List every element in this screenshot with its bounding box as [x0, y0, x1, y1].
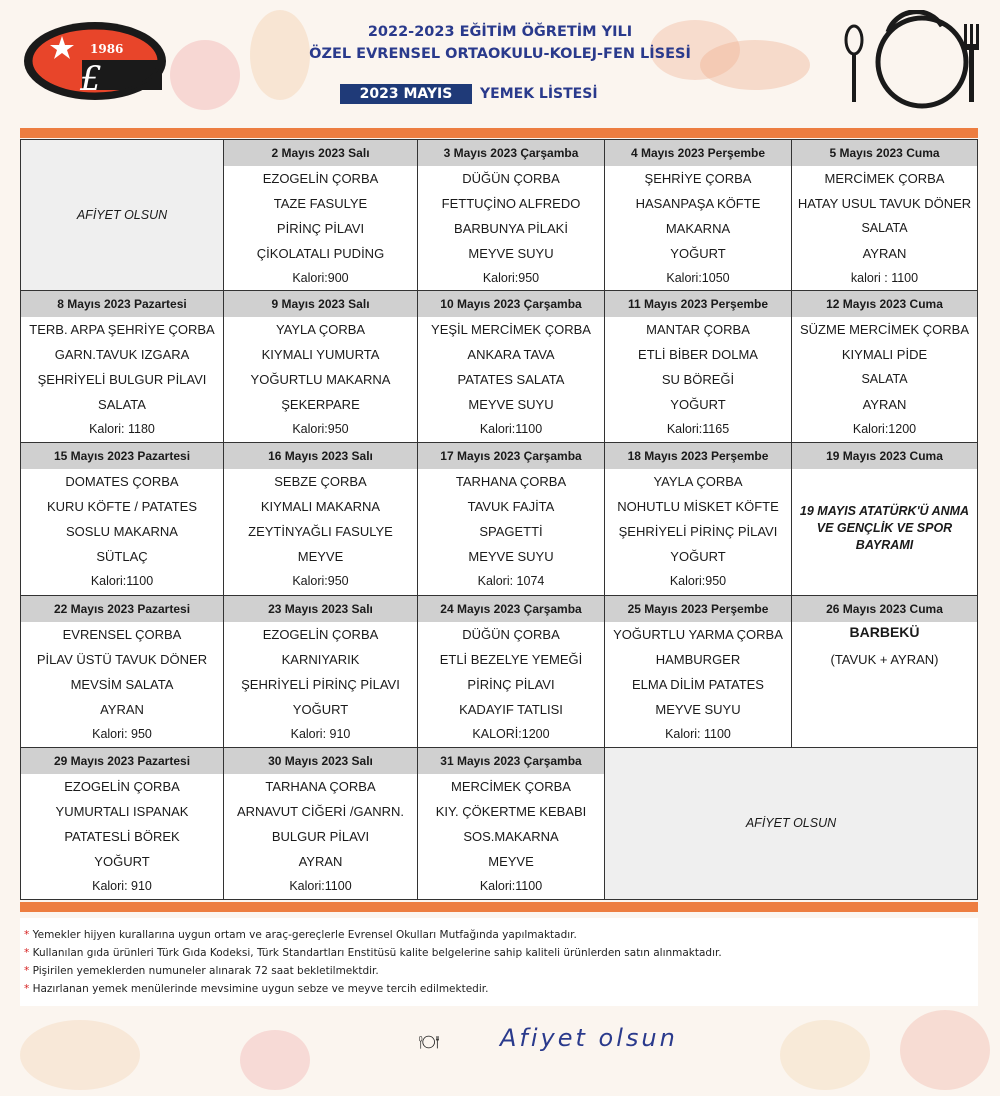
- afiyet-cell: [605, 748, 978, 900]
- asterisk-icon: *: [24, 983, 30, 995]
- afiyet-label: AFİYET OLSUN: [745, 816, 837, 831]
- day-header: 8 Mayıs 2023 Pazartesi: [21, 291, 223, 317]
- menu-item: SPAGETTİ: [479, 524, 543, 540]
- calorie-label: Kalori:1100: [289, 878, 352, 893]
- menu-item: TARHANA ÇORBA: [265, 778, 376, 794]
- afiyet-label: AFİYET OLSUN: [76, 208, 168, 223]
- day-cell: [224, 443, 418, 595]
- menu-item: DÜĞÜN ÇORBA: [462, 626, 560, 642]
- calorie-label: Kalori:950: [669, 574, 727, 589]
- note-line: * Yemekler hijyen kurallarına uygun ortam ve araç-gereçlerle Evrensel Okulları Mutfağında yapılmaktadır.: [24, 929, 577, 941]
- menu-item: SÜTLAÇ: [96, 549, 148, 565]
- menu-item: HASANPAŞA KÖFTE: [635, 196, 761, 211]
- menu-item: PİRİNÇ PİLAVI: [467, 676, 555, 692]
- special-menu-subtitle: (TAVUK + AYRAN): [830, 651, 939, 667]
- menu-item: AYRAN: [862, 397, 907, 413]
- menu-item: MEYVE SUYU: [655, 701, 741, 717]
- menu-item: EZOGELİN ÇORBA: [262, 626, 379, 642]
- menu-table: [20, 139, 978, 900]
- menu-item: YOĞURT: [670, 246, 726, 261]
- menu-item: TERB. ARPA ŞEHRİYE ÇORBA: [29, 322, 215, 338]
- menu-item: YOĞURT: [94, 853, 150, 869]
- calorie-label: Kalori:1200: [852, 422, 917, 437]
- menu-item: AYRAN: [298, 853, 343, 869]
- afiyet-cell: [20, 139, 224, 291]
- calorie-label: Kalori: 950: [92, 726, 152, 741]
- menu-item: YOĞURT: [670, 549, 726, 565]
- day-header: 19 Mayıs 2023 Cuma: [792, 443, 977, 469]
- month-label: 2023 MAYIS: [340, 84, 472, 104]
- menu-item: KIYMALI PİDE: [841, 347, 928, 363]
- day-cell: [605, 291, 792, 443]
- menu-item: ARNAVUT CİĞERİ /GANRN.: [236, 803, 405, 819]
- menu-item: SU BÖREĞİ: [661, 372, 735, 388]
- footer-greeting: Afiyet olsun: [500, 1024, 678, 1052]
- plate-cutlery-icon: [418, 1012, 498, 1072]
- day-cell: [605, 443, 792, 595]
- cutlery-icon: [840, 10, 1000, 110]
- menu-item: DOMATES ÇORBA: [65, 474, 179, 490]
- day-cell: [792, 291, 978, 443]
- menu-item: ŞEHRİYELİ PİRİNÇ PİLAVI: [241, 676, 400, 692]
- day-header: 10 Mayıs 2023 Çarşamba: [418, 291, 604, 317]
- day-header: 16 Mayıs 2023 Salı: [224, 443, 417, 469]
- day-cell: [20, 443, 224, 595]
- day-header: 24 Mayıs 2023 Çarşamba: [418, 596, 604, 622]
- calorie-label: Kalori:900: [292, 271, 349, 285]
- menu-item: ÇİKOLATALI PUDİNG: [256, 246, 385, 261]
- menu-item: BULGUR PİLAVI: [271, 828, 370, 844]
- menu-item: SÜZME MERCİMEK ÇORBA: [799, 322, 969, 338]
- calorie-label: Kalori: 1180: [89, 422, 155, 437]
- calorie-label: Kalori:1100: [479, 422, 543, 437]
- menu-item: EZOGELİN ÇORBA: [64, 778, 180, 794]
- asterisk-icon: *: [24, 947, 30, 959]
- day-header: 26 Mayıs 2023 Cuma: [792, 596, 977, 622]
- menu-item: TARHANA ÇORBA: [455, 474, 567, 490]
- calorie-label: Kalori:1165: [666, 422, 730, 437]
- svg-text:£: £: [80, 59, 102, 99]
- menu-item: YOĞURTLU MAKARNA: [250, 372, 391, 388]
- menu-item: MAKARNA: [665, 221, 731, 236]
- menu-item: SALATA: [861, 221, 908, 235]
- menu-item: MANTAR ÇORBA: [646, 322, 750, 338]
- menu-item: PİRİNÇ PİLAVI: [276, 221, 365, 236]
- menu-item: ŞEKERPARE: [281, 397, 360, 413]
- svg-text:1986: 1986: [90, 42, 124, 56]
- asterisk-icon: *: [24, 929, 30, 941]
- day-header: 31 Mayıs 2023 Çarşamba: [418, 748, 604, 774]
- page-header: [0, 0, 1000, 128]
- day-header: 18 Mayıs 2023 Perşembe: [605, 443, 791, 469]
- menu-item: KIY. ÇÖKERTME KEBABI: [435, 803, 587, 819]
- calorie-label: Kalori:950: [292, 574, 349, 589]
- menu-item: ŞEHRİYELİ PİRİNÇ PİLAVI: [618, 524, 778, 540]
- menu-item: KADAYIF TATLISI: [459, 701, 563, 717]
- menu-item: MERCİMEK ÇORBA: [824, 171, 945, 186]
- calorie-label: Kalori:1100: [479, 878, 543, 893]
- holiday-label: 19 MAYIS ATATÜRK'Ü ANMA VE GENÇLİK VE SPOR BAYRAMI: [799, 504, 970, 553]
- menu-item: PATATESLİ BÖREK: [64, 828, 180, 844]
- calorie-label: Kalori: 1100: [665, 726, 731, 741]
- note-line: * Kullanılan gıda ürünleri Türk Gıda Kodeksi, Türk Standartları Enstitüsü kalite belgelerine sahip kaliteli ürünlerden satın alınmaktadır.: [24, 947, 722, 959]
- menu-item: HATAY USUL TAVUK DÖNER: [797, 196, 972, 211]
- bottom-stripe: [20, 902, 978, 912]
- menu-item: MEYVE: [488, 853, 534, 869]
- menu-item: YUMURTALI ISPANAK: [55, 803, 189, 819]
- background-decoration: [780, 1020, 870, 1090]
- day-header: 15 Mayıs 2023 Pazartesi: [21, 443, 223, 469]
- day-header: 2 Mayıs 2023 Salı: [224, 140, 417, 166]
- menu-item: ELMA DİLİM PATATES: [632, 676, 764, 692]
- day-cell: [792, 139, 978, 291]
- background-decoration: [900, 1010, 990, 1090]
- background-decoration: [240, 1030, 310, 1090]
- calorie-label: KALORİ:1200: [472, 726, 550, 741]
- day-cell: [418, 291, 605, 443]
- asterisk-icon: *: [24, 965, 30, 977]
- school-name-title: ÖZEL EVRENSEL ORTAOKULU-KOLEJ-FEN LİSESİ: [309, 46, 691, 62]
- menu-item: SALATA: [861, 372, 908, 387]
- day-header: 23 Mayıs 2023 Salı: [224, 596, 417, 622]
- background-decoration: [20, 1020, 140, 1090]
- menu-item: YAYLA ÇORBA: [653, 474, 743, 490]
- day-cell: [20, 748, 224, 900]
- menu-item: SEBZE ÇORBA: [274, 474, 367, 490]
- day-header: 17 Mayıs 2023 Çarşamba: [418, 443, 604, 469]
- menu-item: SALATA: [98, 397, 146, 413]
- calorie-label: Kalori: 910: [92, 878, 152, 893]
- note-line: * Hazırlanan yemek menülerinde mevsimine uygun sebze ve meyve tercih edilmektedir.: [24, 983, 489, 995]
- menu-item: MEYVE SUYU: [468, 397, 554, 413]
- special-menu-title: BARBEKÜ: [849, 623, 920, 640]
- calorie-label: Kalori: 910: [290, 726, 351, 741]
- menu-item: PİLAV ÜSTÜ TAVUK DÖNER: [36, 651, 208, 667]
- day-cell: [224, 291, 418, 443]
- menu-item: ETLİ BİBER DOLMA: [638, 347, 758, 363]
- day-header: 11 Mayıs 2023 Perşembe: [605, 291, 791, 317]
- day-header: 9 Mayıs 2023 Salı: [224, 291, 417, 317]
- day-header: 29 Mayıs 2023 Pazartesi: [21, 748, 223, 774]
- calorie-label: Kalori:950: [292, 422, 349, 437]
- calorie-label: kalori : 1100: [850, 271, 919, 285]
- day-cell: [792, 443, 978, 595]
- menu-item: YOĞURT: [292, 701, 349, 717]
- menu-item: TAVUK FAJİTA: [467, 499, 555, 515]
- day-header: 30 Mayıs 2023 Salı: [224, 748, 417, 774]
- day-cell: [792, 596, 978, 748]
- menu-item: ŞEHRİYE ÇORBA: [644, 171, 752, 186]
- menu-item: KURU KÖFTE / PATATES: [47, 499, 197, 515]
- menu-item: YOĞURT: [670, 397, 726, 413]
- menu-item: KIYMALI MAKARNA: [260, 499, 381, 515]
- day-header: 3 Mayıs 2023 Çarşamba: [418, 140, 604, 166]
- menu-item: MEYVE SUYU: [468, 549, 554, 565]
- menu-item: ANKARA TAVA: [467, 347, 555, 363]
- day-cell: [418, 139, 605, 291]
- day-header: 25 Mayıs 2023 Perşembe: [605, 596, 791, 622]
- menu-item: KARNIYARIK: [281, 651, 360, 667]
- school-year-title: 2022-2023 EĞİTİM ÖĞRETİM YILI: [367, 24, 633, 40]
- menu-item: DÜĞÜN ÇORBA: [462, 171, 560, 186]
- menu-item: SOS.MAKARNA: [463, 828, 559, 844]
- menu-item: AYRAN: [100, 701, 144, 717]
- menu-item: AYRAN: [862, 246, 907, 261]
- day-cell: [224, 748, 418, 900]
- menu-item: NOHUTLU MİSKET KÖFTE: [617, 499, 779, 515]
- day-header: 12 Mayıs 2023 Cuma: [792, 291, 977, 317]
- note-line: * Pişirilen yemeklerden numuneler alınarak 72 saat bekletilmektdir.: [24, 965, 379, 977]
- menu-item: MEVSİM SALATA: [70, 676, 174, 692]
- menu-item: FETTUÇİNO ALFREDO: [441, 196, 581, 211]
- day-cell: [605, 139, 792, 291]
- menu-item: ŞEHRİYELİ BULGUR PİLAVI: [37, 372, 207, 388]
- menu-item: MEYVE: [297, 549, 344, 565]
- menu-item: PATATES SALATA: [457, 372, 565, 388]
- menu-item: TAZE FASULYE: [273, 196, 368, 211]
- menu-item: YAYLA ÇORBA: [275, 322, 366, 338]
- day-cell: [418, 596, 605, 748]
- day-cell: [605, 596, 792, 748]
- day-cell: [224, 139, 418, 291]
- notes-box: [20, 918, 978, 1006]
- calorie-label: Kalori: 1074: [477, 574, 545, 589]
- menu-item: SOSLU MAKARNA: [66, 524, 178, 540]
- top-stripe: [20, 128, 978, 138]
- day-cell: [20, 596, 224, 748]
- menu-label: YEMEK LİSTESİ: [480, 86, 598, 102]
- day-cell: [20, 291, 224, 443]
- day-header: 5 Mayıs 2023 Cuma: [792, 140, 977, 166]
- menu-item: ZEYTİNYAĞLI FASULYE: [248, 524, 393, 540]
- menu-item: MERCİMEK ÇORBA: [451, 778, 571, 794]
- menu-item: YEŞİL MERCİMEK ÇORBA: [431, 322, 591, 338]
- menu-item: BARBUNYA PİLAKİ: [454, 221, 568, 236]
- menu-item: ETLİ BEZELYE YEMEĞİ: [439, 651, 583, 667]
- menu-item: YOĞURTLU YARMA ÇORBA: [613, 626, 783, 642]
- calorie-label: Kalori:950: [482, 271, 540, 285]
- day-cell: [418, 748, 605, 900]
- calorie-label: Kalori:1100: [90, 574, 154, 589]
- menu-item: HAMBURGER: [655, 651, 741, 667]
- day-cell: [224, 596, 418, 748]
- menu-item: EZOGELİN ÇORBA: [262, 171, 379, 186]
- calorie-label: Kalori:1050: [666, 271, 730, 285]
- menu-item: KIYMALI YUMURTA: [261, 347, 380, 363]
- menu-item: MEYVE SUYU: [468, 246, 554, 261]
- menu-item: GARN.TAVUK IZGARA: [54, 347, 190, 363]
- day-header: 22 Mayıs 2023 Pazartesi: [21, 596, 223, 622]
- menu-item: EVRENSEL ÇORBA: [62, 626, 182, 642]
- day-header: 4 Mayıs 2023 Perşembe: [605, 140, 791, 166]
- day-cell: [418, 443, 605, 595]
